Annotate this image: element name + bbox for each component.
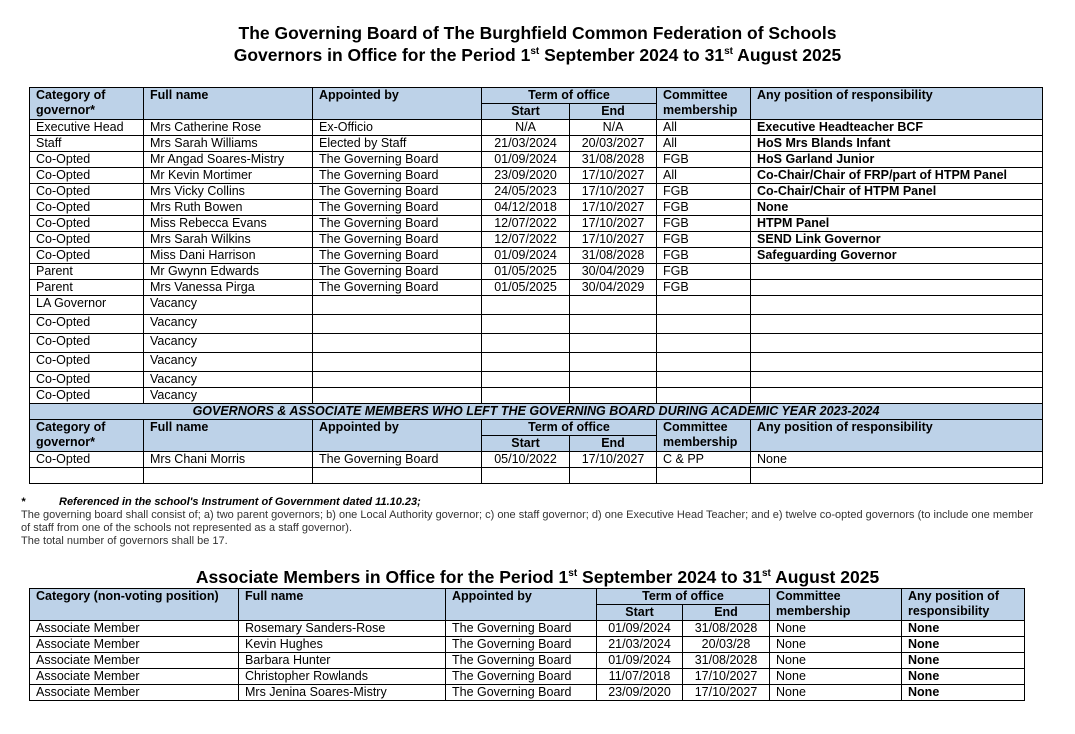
cell-category: LA Governor bbox=[30, 296, 144, 315]
cell-start: 21/03/2024 bbox=[482, 136, 570, 152]
footnotes bbox=[21, 496, 1041, 548]
cell-position: None bbox=[751, 452, 1043, 468]
cell-empty bbox=[657, 372, 751, 388]
left-members-section bbox=[30, 404, 1043, 452]
governors-table-body bbox=[30, 120, 1043, 296]
cell-empty bbox=[657, 388, 751, 404]
cell-end: 17/10/2027 bbox=[570, 184, 657, 200]
cell-start: 12/07/2022 bbox=[482, 216, 570, 232]
cell-committee: FGB bbox=[657, 184, 751, 200]
title-line-1: The Governing Board of The Burghfield Common Federation of Schools bbox=[238, 23, 837, 43]
cell-category: Staff bbox=[30, 136, 144, 152]
cell-empty bbox=[482, 468, 570, 484]
cell-start: 21/03/2024 bbox=[597, 637, 683, 653]
cell-appointed-by: The Governing Board bbox=[446, 653, 597, 669]
table-row bbox=[30, 621, 1025, 637]
cell-empty bbox=[657, 468, 751, 484]
table-row bbox=[30, 669, 1025, 685]
table-row bbox=[30, 216, 1043, 232]
cell-empty bbox=[313, 315, 482, 334]
cell-empty bbox=[570, 334, 657, 353]
cell-full-name: Mr Angad Soares-Mistry bbox=[144, 152, 313, 168]
cell-end: 31/08/2028 bbox=[570, 152, 657, 168]
cell-empty bbox=[482, 296, 570, 315]
cell-committee: FGB bbox=[657, 152, 751, 168]
cell-empty bbox=[570, 372, 657, 388]
cell-category: Associate Member bbox=[30, 669, 239, 685]
cell-position: None bbox=[902, 685, 1025, 701]
cell-appointed-by: The Governing Board bbox=[313, 248, 482, 264]
cell-position: HTPM Panel bbox=[751, 216, 1043, 232]
cell-full-name: Mrs Sarah Wilkins bbox=[144, 232, 313, 248]
cell-position: Executive Headteacher BCF bbox=[751, 120, 1043, 136]
assoc-header-start: Start bbox=[597, 605, 683, 621]
cell-empty bbox=[482, 353, 570, 372]
cell-empty bbox=[313, 296, 482, 315]
cell-empty bbox=[657, 353, 751, 372]
title-line-2-end: August 2025 bbox=[732, 45, 842, 65]
cell-empty bbox=[657, 296, 751, 315]
governors-table-header bbox=[30, 88, 1043, 120]
cell-position: Co-Chair/Chair of HTPM Panel bbox=[751, 184, 1043, 200]
cell-position: None bbox=[902, 653, 1025, 669]
title-sup-2: st bbox=[724, 46, 733, 58]
table-row bbox=[30, 248, 1043, 264]
cell-empty bbox=[482, 315, 570, 334]
cell-start: 23/09/2020 bbox=[482, 168, 570, 184]
cell-committee: All bbox=[657, 120, 751, 136]
cell-position: None bbox=[902, 669, 1025, 685]
cell-committee: FGB bbox=[657, 232, 751, 248]
cell-empty bbox=[313, 334, 482, 353]
assoc-title-sup-2: st bbox=[762, 568, 771, 580]
table-row bbox=[30, 353, 1043, 372]
cell-start: 23/09/2020 bbox=[597, 685, 683, 701]
cell-category: Co-Opted bbox=[30, 184, 144, 200]
cell-committee: None bbox=[770, 685, 902, 701]
cell-position: None bbox=[751, 200, 1043, 216]
cell-empty bbox=[751, 353, 1043, 372]
header-full-name: Full name bbox=[144, 88, 313, 120]
cell-empty bbox=[657, 334, 751, 353]
cell-appointed-by: The Governing Board bbox=[313, 152, 482, 168]
cell-start: 01/09/2024 bbox=[482, 248, 570, 264]
cell-full-name: Miss Rebecca Evans bbox=[144, 216, 313, 232]
table-row bbox=[30, 637, 1025, 653]
left-header-position: Any position of responsibility bbox=[751, 420, 1043, 452]
cell-category: Associate Member bbox=[30, 621, 239, 637]
cell-appointed-by: The Governing Board bbox=[313, 280, 482, 296]
table-row bbox=[30, 280, 1043, 296]
cell-start: 12/07/2022 bbox=[482, 232, 570, 248]
cell-full-name: Mrs Ruth Bowen bbox=[144, 200, 313, 216]
table-row bbox=[30, 232, 1043, 248]
vacancies-body bbox=[30, 296, 1043, 404]
cell-position: Co-Chair/Chair of FRP/part of HTPM Panel bbox=[751, 168, 1043, 184]
cell-end: 30/04/2029 bbox=[570, 264, 657, 280]
cell-position bbox=[751, 280, 1043, 296]
empty-row bbox=[30, 468, 1043, 484]
cell-start: 11/07/2018 bbox=[597, 669, 683, 685]
cell-category: Co-Opted bbox=[30, 315, 144, 334]
cell-position: HoS Garland Junior bbox=[751, 152, 1043, 168]
table-row bbox=[30, 653, 1025, 669]
cell-end: 17/10/2027 bbox=[570, 168, 657, 184]
cell-full-name: Mrs Sarah Williams bbox=[144, 136, 313, 152]
cell-full-name: Mrs Vanessa Pirga bbox=[144, 280, 313, 296]
cell-full-name: Mrs Catherine Rose bbox=[144, 120, 313, 136]
cell-appointed-by: The Governing Board bbox=[313, 264, 482, 280]
cell-empty bbox=[751, 315, 1043, 334]
cell-position: HoS Mrs Blands Infant bbox=[751, 136, 1043, 152]
associates-table-body bbox=[30, 621, 1025, 701]
cell-start: 01/09/2024 bbox=[597, 653, 683, 669]
cell-category: Co-Opted bbox=[30, 168, 144, 184]
cell-end: N/A bbox=[570, 120, 657, 136]
footnote-consist: The governing board shall consist of; a) two parent governors; b) one Local Authority governor; c) one staff governor; d) one Executive Head Teacher; and e) twelve co-opted governors (to include one member of staff from one of the schools not represented as a staff governor). bbox=[21, 509, 1034, 534]
cell-empty bbox=[313, 468, 482, 484]
cell-category: Associate Member bbox=[30, 637, 239, 653]
left-header-start: Start bbox=[482, 436, 570, 452]
table-row bbox=[30, 452, 1043, 468]
cell-category: Co-Opted bbox=[30, 232, 144, 248]
cell-end: 17/10/2027 bbox=[570, 452, 657, 468]
header-term: Term of office bbox=[482, 88, 657, 104]
cell-committee: None bbox=[770, 637, 902, 653]
cell-end: 17/10/2027 bbox=[683, 685, 770, 701]
cell-category: Executive Head bbox=[30, 120, 144, 136]
cell-full-name: Christopher Rowlands bbox=[239, 669, 446, 685]
table-row bbox=[30, 168, 1043, 184]
assoc-header-category: Category (non-voting position) bbox=[30, 589, 239, 621]
cell-category: Co-Opted bbox=[30, 334, 144, 353]
cell-full-name: Kevin Hughes bbox=[239, 637, 446, 653]
cell-end: 17/10/2027 bbox=[683, 669, 770, 685]
cell-category: Co-Opted bbox=[30, 200, 144, 216]
cell-end: 31/08/2028 bbox=[683, 653, 770, 669]
cell-empty bbox=[657, 315, 751, 334]
cell-category: Associate Member bbox=[30, 685, 239, 701]
assoc-header-full-name: Full name bbox=[239, 589, 446, 621]
cell-committee: FGB bbox=[657, 248, 751, 264]
cell-appointed-by: The Governing Board bbox=[446, 685, 597, 701]
cell-start: 01/09/2024 bbox=[482, 152, 570, 168]
cell-empty bbox=[313, 353, 482, 372]
cell-full-name: Mr Kevin Mortimer bbox=[144, 168, 313, 184]
cell-appointed-by: The Governing Board bbox=[446, 621, 597, 637]
footnote-reference-text: Referenced in the school's Instrument of Government dated 11.10.23; bbox=[59, 496, 421, 508]
left-header-committee: Committee membership bbox=[657, 420, 751, 452]
cell-empty bbox=[482, 334, 570, 353]
cell-position bbox=[751, 264, 1043, 280]
cell-category: Parent bbox=[30, 280, 144, 296]
cell-committee: FGB bbox=[657, 264, 751, 280]
cell-start: 01/09/2024 bbox=[597, 621, 683, 637]
cell-full-name: Rosemary Sanders-Rose bbox=[239, 621, 446, 637]
table-row bbox=[30, 685, 1025, 701]
cell-empty bbox=[313, 388, 482, 404]
header-start: Start bbox=[482, 104, 570, 120]
assoc-title-mid: September 2024 to 31 bbox=[577, 567, 762, 587]
header-appointed-by: Appointed by bbox=[313, 88, 482, 120]
cell-empty bbox=[570, 315, 657, 334]
table-row bbox=[30, 120, 1043, 136]
cell-category: Co-Opted bbox=[30, 152, 144, 168]
footnote-reference bbox=[21, 496, 1041, 509]
cell-category: Co-Opted bbox=[30, 388, 144, 404]
left-header-term: Term of office bbox=[482, 420, 657, 436]
cell-start: N/A bbox=[482, 120, 570, 136]
assoc-header-position: Any position of responsibility bbox=[902, 589, 1025, 621]
cell-category: Co-Opted bbox=[30, 248, 144, 264]
cell-end: 17/10/2027 bbox=[570, 232, 657, 248]
table-row bbox=[30, 296, 1043, 315]
cell-full-name: Mr Gwynn Edwards bbox=[144, 264, 313, 280]
governors-table bbox=[29, 87, 1043, 484]
cell-category: Parent bbox=[30, 264, 144, 280]
cell-full-name: Mrs Jenina Soares-Mistry bbox=[239, 685, 446, 701]
cell-appointed-by: Elected by Staff bbox=[313, 136, 482, 152]
associates-table bbox=[29, 588, 1025, 701]
assoc-title-sup-1: st bbox=[568, 568, 578, 580]
table-row bbox=[30, 315, 1043, 334]
cell-end: 30/04/2029 bbox=[570, 280, 657, 296]
cell-position: Safeguarding Governor bbox=[751, 248, 1043, 264]
header-committee: Committee membership bbox=[657, 88, 751, 120]
cell-start: 04/12/2018 bbox=[482, 200, 570, 216]
left-header-category: Category of governor* bbox=[30, 420, 144, 452]
title-line-2 bbox=[0, 44, 1075, 66]
cell-category: Associate Member bbox=[30, 653, 239, 669]
cell-committee: FGB bbox=[657, 200, 751, 216]
cell-end: 31/08/2028 bbox=[570, 248, 657, 264]
left-header-end: End bbox=[570, 436, 657, 452]
header-category: Category of governor* bbox=[30, 88, 144, 120]
associate-title bbox=[0, 566, 1075, 588]
title-line-2-start: Governors in Office for the Period 1 bbox=[233, 45, 531, 65]
cell-full-name: Vacancy bbox=[144, 315, 313, 334]
table-row bbox=[30, 152, 1043, 168]
assoc-header-appointed-by: Appointed by bbox=[446, 589, 597, 621]
cell-full-name: Mrs Chani Morris bbox=[144, 452, 313, 468]
assoc-title-end: August 2025 bbox=[770, 567, 880, 587]
cell-position: None bbox=[902, 637, 1025, 653]
header-end: End bbox=[570, 104, 657, 120]
cell-committee: None bbox=[770, 653, 902, 669]
left-members-body bbox=[30, 452, 1043, 484]
footnote-total: The total number of governors shall be 17. bbox=[21, 535, 228, 547]
cell-full-name: Mrs Vicky Collins bbox=[144, 184, 313, 200]
left-header-appointed-by: Appointed by bbox=[313, 420, 482, 452]
table-row bbox=[30, 264, 1043, 280]
cell-empty bbox=[482, 388, 570, 404]
header-position: Any position of responsibility bbox=[751, 88, 1043, 120]
cell-start: 05/10/2022 bbox=[482, 452, 570, 468]
assoc-header-committee: Committee membership bbox=[770, 589, 902, 621]
cell-appointed-by: The Governing Board bbox=[446, 637, 597, 653]
cell-full-name: Barbara Hunter bbox=[239, 653, 446, 669]
table-row bbox=[30, 334, 1043, 353]
table-row bbox=[30, 388, 1043, 404]
cell-appointed-by: Ex-Officio bbox=[313, 120, 482, 136]
cell-full-name: Vacancy bbox=[144, 296, 313, 315]
cell-start: 01/05/2025 bbox=[482, 264, 570, 280]
cell-empty bbox=[313, 372, 482, 388]
cell-committee: FGB bbox=[657, 280, 751, 296]
cell-position: None bbox=[902, 621, 1025, 637]
cell-category: Co-Opted bbox=[30, 216, 144, 232]
cell-end: 20/03/2027 bbox=[570, 136, 657, 152]
cell-full-name: Vacancy bbox=[144, 353, 313, 372]
title-sup-1: st bbox=[530, 46, 540, 58]
cell-empty bbox=[751, 372, 1043, 388]
left-members-banner: GOVERNORS & ASSOCIATE MEMBERS WHO LEFT THE GOVERNING BOARD DURING ACADEMIC YEAR 2023-2024 bbox=[30, 404, 1043, 420]
cell-appointed-by: The Governing Board bbox=[313, 452, 482, 468]
cell-appointed-by: The Governing Board bbox=[446, 669, 597, 685]
cell-appointed-by: The Governing Board bbox=[313, 184, 482, 200]
cell-committee: C & PP bbox=[657, 452, 751, 468]
cell-appointed-by: The Governing Board bbox=[313, 232, 482, 248]
assoc-header-term: Term of office bbox=[597, 589, 770, 605]
cell-full-name: Miss Dani Harrison bbox=[144, 248, 313, 264]
cell-end: 17/10/2027 bbox=[570, 200, 657, 216]
cell-empty bbox=[751, 388, 1043, 404]
title-line-2-mid: September 2024 to 31 bbox=[539, 45, 725, 65]
cell-full-name: Vacancy bbox=[144, 334, 313, 353]
assoc-header-end: End bbox=[683, 605, 770, 621]
cell-end: 17/10/2027 bbox=[570, 216, 657, 232]
cell-committee: None bbox=[770, 669, 902, 685]
cell-start: 24/05/2023 bbox=[482, 184, 570, 200]
cell-empty bbox=[751, 296, 1043, 315]
cell-category: Co-Opted bbox=[30, 372, 144, 388]
cell-position: SEND Link Governor bbox=[751, 232, 1043, 248]
assoc-title-start: Associate Members in Office for the Period 1 bbox=[195, 567, 569, 587]
cell-committee: FGB bbox=[657, 216, 751, 232]
cell-end: 31/08/2028 bbox=[683, 621, 770, 637]
footnote-marker: * bbox=[21, 496, 26, 508]
associates-table-header bbox=[30, 589, 1025, 621]
cell-appointed-by: The Governing Board bbox=[313, 216, 482, 232]
cell-committee: All bbox=[657, 136, 751, 152]
cell-empty bbox=[751, 468, 1043, 484]
document-title bbox=[0, 22, 1075, 66]
table-row bbox=[30, 136, 1043, 152]
cell-empty bbox=[751, 334, 1043, 353]
table-row bbox=[30, 184, 1043, 200]
cell-committee: None bbox=[770, 621, 902, 637]
cell-appointed-by: The Governing Board bbox=[313, 200, 482, 216]
cell-empty bbox=[570, 468, 657, 484]
cell-full-name: Vacancy bbox=[144, 388, 313, 404]
cell-category: Co-Opted bbox=[30, 353, 144, 372]
cell-committee: All bbox=[657, 168, 751, 184]
cell-empty bbox=[30, 468, 144, 484]
cell-end: 20/03/28 bbox=[683, 637, 770, 653]
left-header-full-name: Full name bbox=[144, 420, 313, 452]
cell-appointed-by: The Governing Board bbox=[313, 168, 482, 184]
cell-empty bbox=[482, 372, 570, 388]
table-row bbox=[30, 200, 1043, 216]
table-row bbox=[30, 372, 1043, 388]
cell-empty bbox=[570, 296, 657, 315]
cell-empty bbox=[570, 388, 657, 404]
cell-start: 01/05/2025 bbox=[482, 280, 570, 296]
cell-full-name: Vacancy bbox=[144, 372, 313, 388]
cell-empty bbox=[570, 353, 657, 372]
cell-category: Co-Opted bbox=[30, 452, 144, 468]
cell-empty bbox=[144, 468, 313, 484]
